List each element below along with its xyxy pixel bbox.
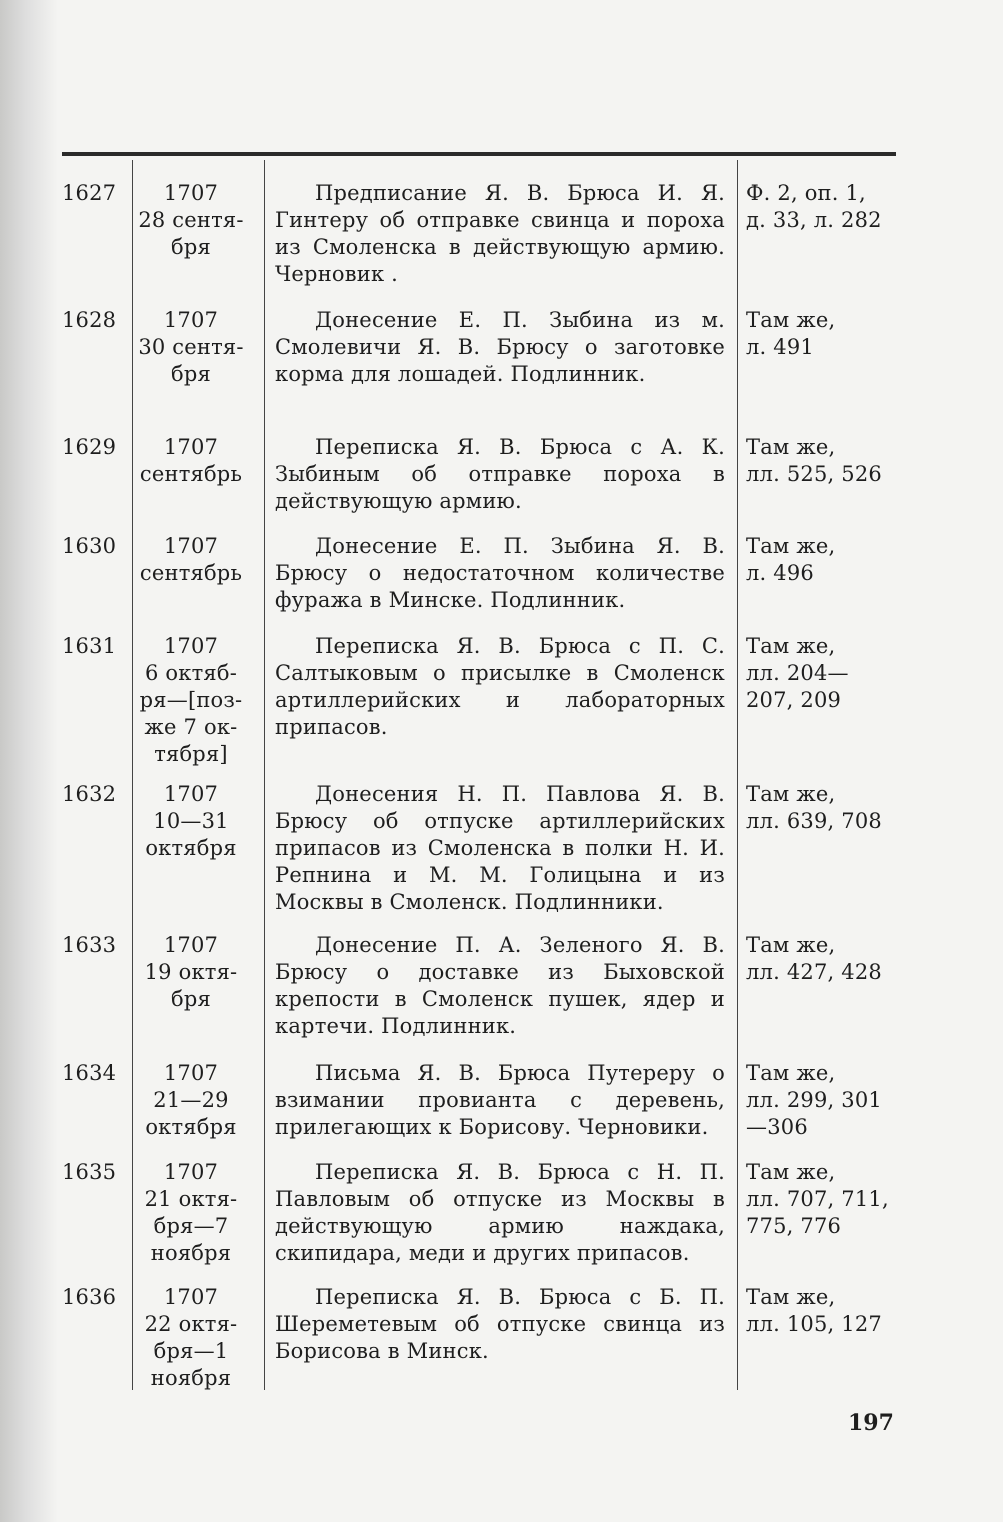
row-description: Переписка Я. В. Брюса с Н. П. Павловым об отпуске из Москвы в действующую армию наждака, скипидара, меди и других припасов. [275,1160,725,1265]
row-number: 1628 [62,308,117,332]
row-description: Донесение Е. П. Зыбина Я. В. Брюсу о недостаточном количестве фуража в Минске. Подлинник. [275,534,725,612]
row-reference: Там же, лл. 639, 708 [746,782,882,833]
row-date: 1707 21—29 октября [145,1061,237,1139]
row-description: Переписка Я. В. Брюса с П. С. Салтыковым о присылке в Смоленск артиллерийских и лабораторных припасов. [275,634,725,739]
column-divider-2 [264,160,265,1390]
row-reference: Там же, лл. 525, 526 [746,435,882,486]
row-number: 1632 [62,782,117,806]
row-reference: Там же, л. 496 [746,534,836,585]
row-date: 1707 28 сентя- бря [138,181,244,259]
row-date: 1707 30 сентя- бря [138,308,244,386]
page-edge-shadow [0,0,58,1522]
row-description: Донесение П. А. Зеленого Я. В. Брюсу о доставке из Быховской крепости в Смоленск пушек, ядер и картечи. Подлинник. [275,933,725,1038]
row-reference: Там же, лл. 204— 207, 209 [746,634,849,712]
row-reference: Там же, лл. 105, 127 [746,1285,882,1336]
row-date: 1707 21 октя- бря—7 ноября [144,1160,238,1265]
row-date: 1707 22 октя- бря—1 ноября [144,1285,238,1390]
row-reference: Там же, лл. 299, 301 —306 [746,1061,882,1139]
row-date: 1707 сентябрь [139,534,243,585]
row-number: 1630 [62,534,117,558]
column-divider-3 [737,160,738,1390]
row-number: 1627 [62,181,117,205]
table-top-rule [62,152,896,156]
row-number: 1635 [62,1160,117,1184]
row-number: 1629 [62,435,117,459]
row-number: 1634 [62,1061,117,1085]
row-reference: Там же, лл. 707, 711, 775, 776 [746,1160,889,1238]
row-description: Донесения Н. П. Павлова Я. В. Брюсу об отпуске артиллерийских припасов из Смоленска в полки Н. И. Репнина и М. М. Голицына и из Москвы в Смоленск. Подлинники. [275,782,725,914]
row-description: Письма Я. В. Брюса Путереру о взимании провианта с деревень, прилегающих к Борисову. Черновики. [275,1061,725,1139]
row-description: Предписание Я. В. Брюса И. Я. Гинтеру об отправке свинца и пороха из Смоленска в действующую армию. Черновик . [275,181,725,286]
row-description: Переписка Я. В. Брюса с Б. П. Шереметевым об отпуске свинца из Борисова в Минск. [275,1285,725,1363]
page-number: 197 [848,1410,894,1436]
row-reference: Там же, л. 491 [746,308,836,359]
row-date: 1707 6 октяб- ря—[поз- же 7 ок- тября] [139,634,243,766]
row-number: 1633 [62,933,117,957]
row-number: 1631 [62,634,117,658]
row-description: Донесение Е. П. Зыбина из м. Смолевичи Я. В. Брюсу о заготовке корма для лошадей. Подлинник. [275,308,725,386]
row-description: Переписка Я. В. Брюса с А. К. Зыбиным об отправке пороха в действующую армию. [275,435,725,513]
row-number: 1636 [62,1285,117,1309]
row-reference: Ф. 2, оп. 1, д. 33, л. 282 [746,181,882,232]
row-date: 1707 10—31 октября [145,782,237,860]
row-date: 1707 19 октя- бря [144,933,238,1011]
row-reference: Там же, лл. 427, 428 [746,933,882,984]
row-date: 1707 сентябрь [139,435,243,486]
